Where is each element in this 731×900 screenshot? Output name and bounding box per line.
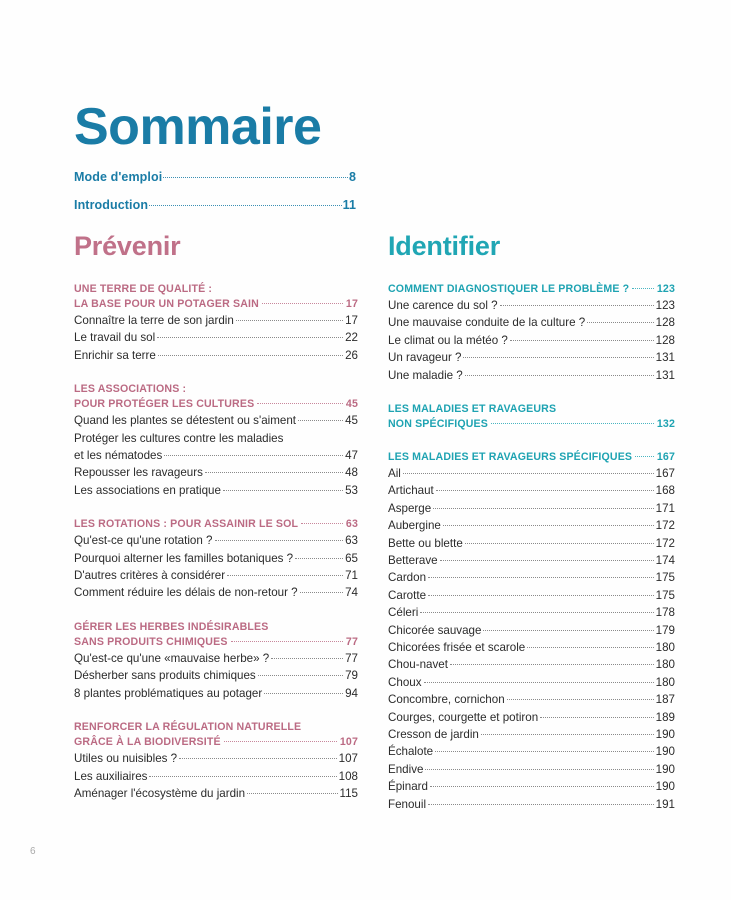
entry-label: Chicorées frisée et scarole: [388, 640, 526, 654]
entry-page-number: 53: [345, 483, 358, 497]
section-heading-line: [74, 517, 358, 532]
toc-entry[interactable]: [388, 535, 675, 552]
section-heading-text: GRÂCE À LA BIODIVERSITÉ: [74, 736, 221, 749]
section-heading-text: COMMENT DIAGNOSTIQUER LE PROBLÈME ?: [388, 283, 630, 295]
dot-leader: [436, 490, 654, 491]
toc-entry[interactable]: [388, 500, 675, 517]
dot-leader: [231, 641, 343, 642]
section-page-number: 63: [345, 518, 358, 531]
toc-entry[interactable]: [388, 297, 675, 314]
entry-label: et les nématodes: [74, 449, 163, 463]
toc-entry[interactable]: [74, 584, 358, 601]
entry-label: Un ravageur ?: [388, 351, 462, 365]
page-title: Sommaire: [74, 97, 322, 156]
section-heading-text: RENFORCER LA RÉGULATION NATURELLE: [74, 721, 302, 734]
entry-page-number: 180: [655, 658, 675, 672]
toc-entry[interactable]: [74, 347, 358, 364]
entry-page-number: 45: [345, 414, 358, 428]
entry-label: 8 plantes problématiques au potager: [74, 686, 263, 700]
entry-label: Les auxiliaires: [74, 769, 148, 783]
toc-section: [74, 382, 358, 499]
dot-leader: [215, 540, 344, 541]
entry-page-number: 175: [655, 571, 675, 585]
toc-entry[interactable]: [388, 552, 675, 569]
section-heading-line: [74, 297, 358, 312]
dot-leader: [149, 776, 336, 777]
entry-page-number: 128: [655, 333, 675, 347]
section-heading-text: LA BASE POUR UN POTAGER SAIN: [74, 298, 259, 311]
toc-entry[interactable]: [388, 349, 675, 366]
entry-label: Quand les plantes se détestent ou s'aiment: [74, 414, 296, 428]
entry-page-number: 190: [655, 762, 675, 776]
toc-entry[interactable]: [74, 430, 358, 447]
toc-entry[interactable]: [388, 639, 675, 656]
column-body-prevenir: [74, 282, 358, 802]
entry-page-number: 190: [655, 727, 675, 741]
toc-entry[interactable]: [74, 412, 358, 429]
dot-leader: [257, 403, 343, 404]
toc-entry[interactable]: [388, 761, 675, 778]
toc-entry[interactable]: [74, 785, 358, 802]
section-heading-line: [74, 635, 358, 650]
entry-label: Cardon: [388, 571, 427, 585]
toc-section: [74, 620, 358, 702]
entry-label: Chou-navet: [388, 658, 448, 672]
section-heading-line: [388, 450, 675, 465]
dot-leader: [430, 786, 654, 787]
dot-leader: [540, 717, 653, 718]
entry-page-number: 175: [655, 588, 675, 602]
section-heading[interactable]: [388, 450, 675, 465]
entry-page-number: 191: [655, 797, 675, 811]
dot-leader: [424, 682, 654, 683]
entry-label: Pourquoi alterner les familles botaniques ?: [74, 551, 294, 565]
entry-page-number: 11: [342, 198, 356, 212]
dot-leader: [247, 793, 337, 794]
dot-leader: [435, 751, 654, 752]
toc-entry[interactable]: [74, 750, 358, 767]
section-heading-line: [74, 382, 358, 397]
toc-entry[interactable]: [388, 709, 675, 726]
dot-leader: [264, 693, 343, 694]
toc-entry[interactable]: [388, 622, 675, 639]
entry-label: Les associations en pratique: [74, 483, 221, 497]
section-heading-line: [74, 282, 358, 297]
toc-column-identifier: [388, 233, 675, 813]
section-heading-line: [74, 620, 358, 635]
entry-label: Une carence du sol ?: [388, 299, 498, 313]
entry-label: Courges, courgette et potiron: [388, 710, 539, 724]
column-body-identifier: [388, 282, 675, 813]
section-page-number: 107: [339, 736, 358, 749]
section-heading-line: [74, 720, 358, 735]
entry-page-number: 107: [338, 752, 358, 766]
dot-leader: [271, 658, 343, 659]
front-matter-entry[interactable]: [74, 198, 356, 212]
dot-leader: [632, 288, 654, 289]
dot-leader: [440, 560, 654, 561]
toc-column-prevenir: [74, 233, 358, 802]
dot-leader: [428, 595, 654, 596]
entry-page-number: 190: [655, 745, 675, 759]
dot-leader: [224, 741, 337, 742]
section-heading-line: [388, 417, 675, 432]
toc-section: [388, 450, 675, 813]
entry-page-number: 179: [655, 623, 675, 637]
entry-label: Connaître la terre de son jardin: [74, 314, 234, 328]
toc-section: [74, 282, 358, 364]
entry-label: Utiles ou nuisibles ?: [74, 752, 178, 766]
toc-entry[interactable]: [74, 482, 358, 499]
entry-page-number: 79: [345, 669, 358, 683]
page-folio: 6: [30, 846, 36, 857]
dot-leader: [258, 675, 343, 676]
entry-label: Échalote: [388, 745, 434, 759]
entry-page-number: 26: [345, 348, 358, 362]
toc-entry[interactable]: [74, 550, 358, 567]
entry-label: Une maladie ?: [388, 368, 463, 382]
toc-entry[interactable]: [388, 604, 675, 621]
toc-entry[interactable]: [74, 567, 358, 584]
section-page-number: 45: [345, 398, 358, 411]
dot-leader: [443, 525, 654, 526]
toc-entry[interactable]: [388, 743, 675, 760]
entry-page-number: 123: [655, 299, 675, 313]
entry-page-number: 47: [345, 449, 358, 463]
column-title-prevenir: Prévenir: [74, 231, 181, 261]
entry-label: D'autres critères à considérer: [74, 569, 226, 583]
entry-label: Aubergine: [388, 519, 441, 533]
front-matter-entry[interactable]: [74, 170, 356, 184]
entry-label: Le climat ou la météo ?: [388, 333, 508, 347]
entry-page-number: 190: [655, 780, 675, 794]
dot-leader: [527, 647, 653, 648]
dot-leader: [205, 472, 343, 473]
entry-page-number: 131: [655, 368, 675, 382]
section-page-number: 17: [345, 298, 358, 311]
entry-label: Comment réduire les délais de non-retour ?: [74, 586, 298, 600]
entry-page-number: 63: [345, 534, 358, 548]
toc-entry[interactable]: [388, 465, 675, 482]
toc-entry[interactable]: [388, 587, 675, 604]
entry-page-number: 94: [345, 686, 358, 700]
entry-page-number: 172: [655, 536, 675, 550]
dot-leader: [236, 320, 343, 321]
section-heading-text: LES MALADIES ET RAVAGEURS SPÉCIFIQUES: [388, 451, 633, 464]
dot-leader: [425, 769, 653, 770]
entry-page-number: 189: [655, 710, 675, 724]
entry-page-number: 108: [338, 769, 358, 783]
toc-entry[interactable]: [388, 517, 675, 534]
toc-section: [74, 720, 358, 802]
dot-leader: [300, 592, 343, 593]
dot-leader: [433, 508, 653, 509]
dot-leader: [428, 577, 654, 578]
toc-entry[interactable]: [388, 726, 675, 743]
section-heading-text: LES ASSOCIATIONS :: [74, 383, 187, 396]
section-heading-line: [388, 282, 675, 297]
front-matter-list: [74, 170, 356, 226]
entry-label: Protéger les cultures contre les maladies: [74, 431, 284, 445]
section-heading[interactable]: [74, 720, 358, 750]
section-heading[interactable]: [74, 382, 358, 412]
dot-leader: [227, 575, 343, 576]
section-heading[interactable]: [74, 282, 358, 312]
dot-leader: [163, 177, 348, 178]
entry-label: Choux: [388, 675, 422, 689]
entry-page-number: 174: [655, 554, 675, 568]
entry-label: Une mauvaise conduite de la culture ?: [388, 316, 586, 330]
entry-page-number: 8: [348, 170, 356, 184]
toc-entry[interactable]: [388, 674, 675, 691]
toc-entry[interactable]: [74, 464, 358, 481]
entry-page-number: 128: [655, 316, 675, 330]
section-heading-text: UNE TERRE DE QUALITÉ :: [74, 283, 213, 295]
entry-page-number: 172: [655, 519, 675, 533]
entry-label: Épinard: [388, 780, 428, 794]
dot-leader: [465, 543, 654, 544]
dot-leader: [483, 630, 653, 631]
entry-label: Désherber sans produits chimiques: [74, 669, 256, 683]
entry-label: Chicorée sauvage: [388, 623, 482, 637]
entry-label: Fenouil: [388, 797, 427, 811]
entry-label: Cresson de jardin: [388, 727, 479, 741]
toc-entry[interactable]: [74, 685, 358, 702]
toc-entry[interactable]: [388, 569, 675, 586]
section-heading-line: [388, 402, 675, 417]
dot-leader: [164, 455, 343, 456]
entry-page-number: 131: [655, 351, 675, 365]
dot-leader: [635, 456, 654, 457]
toc-entry[interactable]: [388, 314, 675, 331]
entry-page-number: 77: [345, 651, 358, 665]
dot-leader: [491, 423, 654, 424]
entry-label: Endive: [388, 762, 424, 776]
toc-entry[interactable]: [388, 482, 675, 499]
section-heading[interactable]: [388, 282, 675, 297]
column-title-identifier: Identifier: [388, 231, 501, 261]
entry-label: Qu'est-ce qu'une rotation ?: [74, 534, 213, 548]
section-heading-text: LES ROTATIONS : POUR ASSAINIR LE SOL: [74, 518, 299, 531]
section-heading[interactable]: [74, 620, 358, 650]
toc-entry[interactable]: [74, 447, 358, 464]
entry-label: Asperge: [388, 501, 432, 515]
section-page-number: 77: [345, 635, 358, 648]
entry-page-number: 17: [345, 314, 358, 328]
entry-label: Betterave: [388, 554, 438, 568]
dot-leader: [463, 357, 653, 358]
entry-label: Ail: [388, 467, 401, 481]
section-heading-text: SANS PRODUITS CHIMIQUES: [74, 635, 228, 648]
toc-section: [74, 517, 358, 602]
entry-label: Artichaut: [388, 484, 434, 498]
dot-leader: [179, 758, 337, 759]
entry-page-number: 74: [345, 586, 358, 600]
section-page-number: 123: [656, 283, 675, 295]
toc-entry[interactable]: [74, 329, 358, 346]
dot-leader: [262, 303, 343, 304]
entry-page-number: 65: [345, 551, 358, 565]
toc-entry[interactable]: [74, 768, 358, 785]
entry-page-number: 180: [655, 640, 675, 654]
toc-entry[interactable]: [74, 667, 358, 684]
entry-page-number: 178: [655, 606, 675, 620]
dot-leader: [223, 490, 343, 491]
entry-label: Bette ou blette: [388, 536, 463, 550]
entry-page-number: 168: [655, 484, 675, 498]
dot-leader: [481, 734, 654, 735]
entry-label: Introduction: [74, 198, 149, 212]
toc-section: [388, 282, 675, 384]
section-heading[interactable]: [388, 402, 675, 432]
toc-entry[interactable]: [74, 650, 358, 667]
toc-entry[interactable]: [388, 796, 675, 813]
dot-leader: [465, 375, 654, 376]
entry-page-number: 115: [339, 786, 358, 800]
section-heading-text: NON SPÉCIFIQUES: [388, 418, 488, 431]
toc-entry[interactable]: [388, 691, 675, 708]
dot-leader: [157, 337, 343, 338]
entry-label: Repousser les ravageurs: [74, 466, 203, 480]
dot-leader: [428, 804, 654, 805]
entry-page-number: 48: [345, 466, 358, 480]
dot-leader: [158, 355, 343, 356]
entry-label: Concombre, cornichon: [388, 693, 505, 707]
toc-entry[interactable]: [74, 312, 358, 329]
dot-leader: [510, 340, 654, 341]
entry-page-number: 171: [655, 501, 675, 515]
dot-leader: [420, 612, 653, 613]
toc-entry[interactable]: [388, 778, 675, 795]
section-page-number: 167: [656, 451, 675, 464]
dot-leader: [450, 664, 654, 665]
entry-label: Céleri: [388, 606, 419, 620]
toc-entry[interactable]: [388, 367, 675, 384]
entry-label: Mode d'emploi: [74, 170, 163, 184]
entry-page-number: 167: [655, 467, 675, 481]
section-heading-text: POUR PROTÉGER LES CULTURES: [74, 398, 255, 411]
toc-entry[interactable]: [388, 332, 675, 349]
entry-page-number: 71: [345, 569, 358, 583]
entry-page-number: 22: [345, 331, 358, 345]
section-page-number: 132: [656, 418, 675, 431]
dot-leader: [149, 205, 341, 206]
dot-leader: [298, 420, 343, 421]
section-heading[interactable]: [74, 517, 358, 532]
entry-label: Aménager l'écosystème du jardin: [74, 786, 246, 800]
dot-leader: [500, 305, 654, 306]
toc-entry[interactable]: [388, 656, 675, 673]
toc-section: [388, 402, 675, 432]
dot-leader: [295, 558, 343, 559]
section-heading-line: [74, 397, 358, 412]
toc-entry[interactable]: [74, 532, 358, 549]
dot-leader: [507, 699, 654, 700]
section-heading-line: [74, 735, 358, 750]
section-heading-text: LES MALADIES ET RAVAGEURS: [388, 402, 557, 415]
dot-leader: [403, 473, 654, 474]
dot-leader: [587, 322, 653, 323]
section-heading-text: GÉRER LES HERBES INDÉSIRABLES: [74, 620, 269, 633]
entry-page-number: 187: [655, 693, 675, 707]
entry-label: Carotte: [388, 588, 427, 602]
entry-label: Qu'est-ce qu'une «mauvaise herbe» ?: [74, 651, 270, 665]
entry-label: Le travail du sol: [74, 331, 156, 345]
dot-leader: [301, 523, 343, 524]
entry-page-number: 180: [655, 675, 675, 689]
entry-label: Enrichir sa terre: [74, 348, 156, 362]
